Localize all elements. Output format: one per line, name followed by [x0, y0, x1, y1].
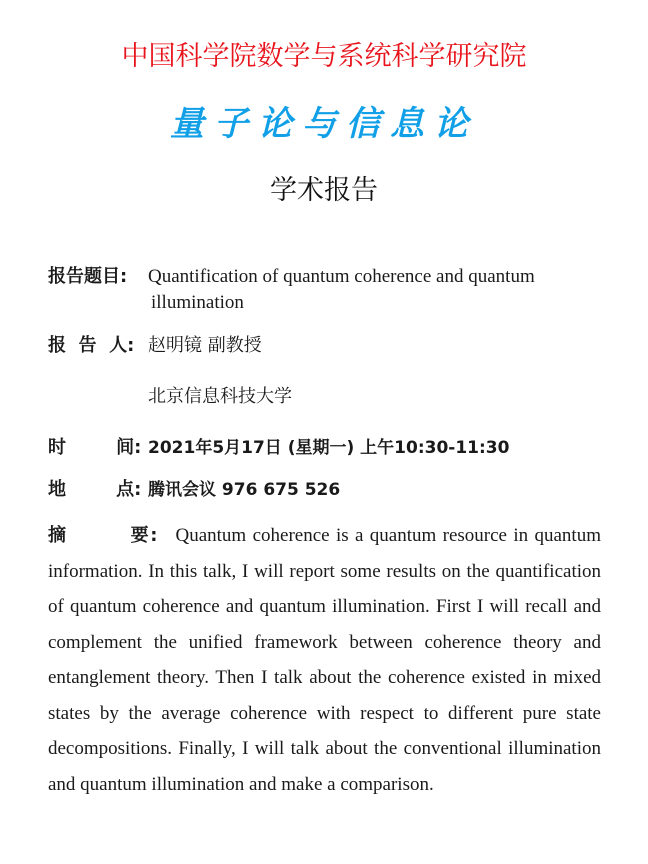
place-value: 腾讯会议 976 675 526	[148, 480, 341, 500]
talk-title-line2: illumination	[151, 292, 244, 313]
abstract	[48, 518, 601, 802]
speaker-name: 赵明镜 副教授	[148, 335, 262, 356]
speaker-label: 报 告 人:	[48, 335, 135, 356]
time-label: 时 间:	[48, 437, 142, 458]
seminar-series-title: 量子论与信息论	[170, 104, 478, 144]
talk-title-line1: Quantification of quantum coherence and quantum	[148, 266, 535, 287]
talk-title-label: 报告题目:	[48, 266, 128, 287]
abstract-text: Quantum coherence is a quantum resource in quantum information. In this talk, I will report some results on the quantification of quantum coherence and quantum illumination. First I will recall and complement the unified framework between coherence theory and entanglement theory. Then I talk about the coherence existed in mixed states by the average coherence with respect to different pure state decompositions. Finally, I will talk about the conventional illumination and quantum illumination and make a comparison.	[48, 525, 601, 795]
talk-title-value	[148, 264, 608, 316]
page-subtitle: 学术报告	[270, 175, 378, 206]
abstract-label: 摘 要:	[48, 525, 158, 546]
place-label: 地 点:	[48, 479, 142, 500]
institute-title: 中国科学院数学与系统科学研究院	[121, 41, 527, 72]
speaker-affiliation: 北京信息科技大学	[148, 386, 292, 407]
time-value: 2021年5月17日 (星期一) 上午10:30-11:30	[148, 438, 510, 458]
